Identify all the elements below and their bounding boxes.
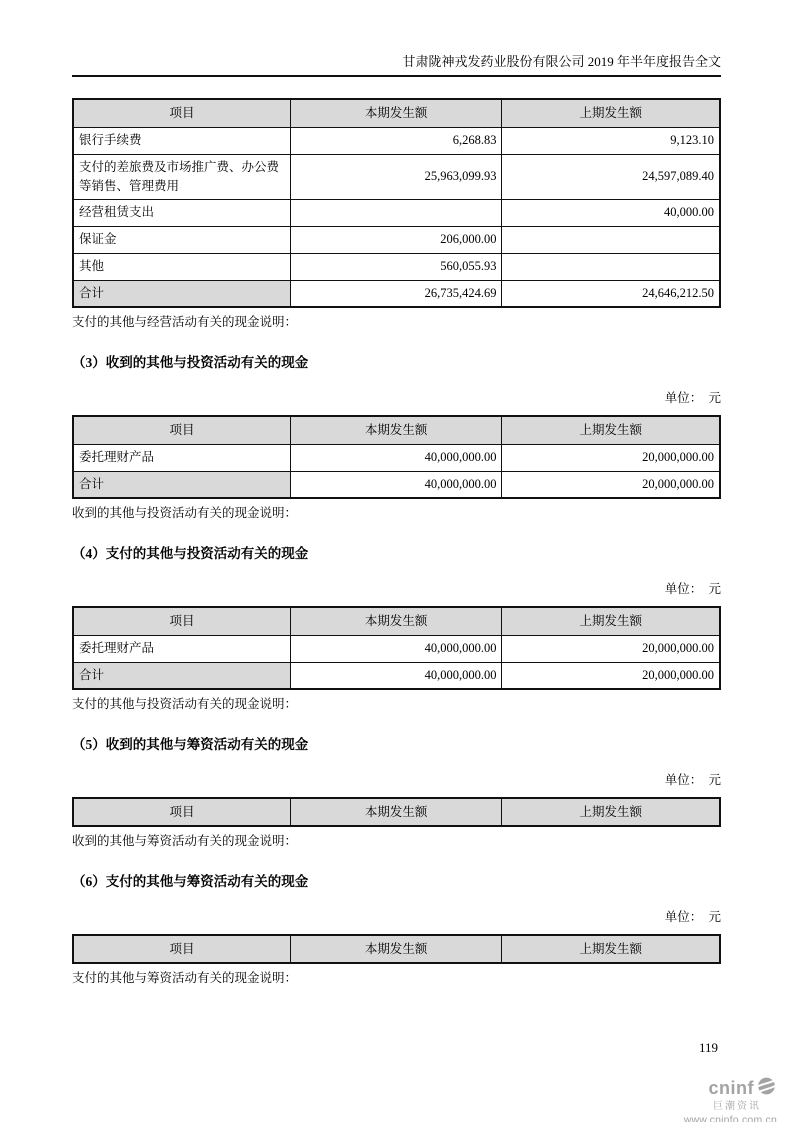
unit-label: 单位： 元 — [664, 582, 721, 596]
unit-label: 单位： 元 — [664, 910, 721, 924]
cell-prior: 24,597,089.40 — [502, 154, 720, 199]
cell-current: 40,000,000.00 — [290, 635, 502, 662]
cell-current-total: 40,000,000.00 — [290, 471, 502, 498]
section-heading-3: （3）收到的其他与投资活动有关的现金 — [72, 355, 309, 370]
cell-prior: 9,123.10 — [502, 127, 720, 154]
table-total-row — [73, 471, 720, 498]
cell-current: 6,268.83 — [290, 127, 502, 154]
table-total-row — [73, 280, 720, 307]
table-header-row — [73, 798, 720, 826]
col-header-item: 项目 — [73, 607, 290, 635]
financing-cash-paid-table — [72, 934, 721, 964]
cell-current: 206,000.00 — [290, 226, 502, 253]
note-financing-cash-received: 收到的其他与筹资活动有关的现金说明： — [72, 834, 298, 848]
cell-prior-total: 24,646,212.50 — [502, 280, 720, 307]
table-row — [73, 444, 720, 471]
cell-item-total: 合计 — [73, 662, 290, 689]
table-header-row — [73, 416, 720, 444]
cell-item: 支付的差旅费及市场推广费、办公费等销售、管理费用 — [73, 154, 290, 199]
col-header-current: 本期发生额 — [290, 99, 502, 127]
cell-item-total: 合计 — [73, 280, 290, 307]
cell-prior: 40,000.00 — [502, 199, 720, 226]
section-heading-5: （5）收到的其他与筹资活动有关的现金 — [72, 737, 309, 752]
col-header-item: 项目 — [73, 99, 290, 127]
note-investing-cash-paid: 支付的其他与投资活动有关的现金说明： — [72, 697, 298, 711]
investing-cash-received-table — [72, 415, 721, 499]
col-header-prior: 上期发生额 — [502, 607, 720, 635]
financing-cash-received-table — [72, 797, 721, 827]
section-heading-4: （4）支付的其他与投资活动有关的现金 — [72, 546, 309, 561]
cell-item: 经营租赁支出 — [73, 199, 290, 226]
cninfo-logo — [637, 1076, 777, 1122]
table-header-row — [73, 607, 720, 635]
table-header-row — [73, 935, 720, 963]
cell-item: 委托理财产品 — [73, 635, 290, 662]
note-investing-cash-received: 收到的其他与投资活动有关的现金说明： — [72, 506, 298, 520]
col-header-prior: 上期发生额 — [502, 798, 720, 826]
col-header-item: 项目 — [73, 935, 290, 963]
cell-prior-total: 20,000,000.00 — [502, 471, 720, 498]
operating-cash-paid-table — [72, 98, 721, 308]
cninfo-swirl-icon — [756, 1076, 777, 1100]
note-operating-cash-paid: 支付的其他与经营活动有关的现金说明： — [72, 315, 298, 329]
col-header-prior: 上期发生额 — [502, 416, 720, 444]
document-header — [72, 0, 721, 77]
col-header-current: 本期发生额 — [290, 935, 502, 963]
page-number: 119 — [698, 1040, 718, 1055]
table-row — [73, 127, 720, 154]
cell-prior-total: 20,000,000.00 — [502, 662, 720, 689]
section-heading-6: （6）支付的其他与筹资活动有关的现金 — [72, 874, 309, 889]
col-header-item: 项目 — [73, 416, 290, 444]
cell-current: 560,055.93 — [290, 253, 502, 280]
table-row — [73, 199, 720, 226]
col-header-prior: 上期发生额 — [502, 935, 720, 963]
cell-current-total: 26,735,424.69 — [290, 280, 502, 307]
cell-prior — [502, 226, 720, 253]
col-header-current: 本期发生额 — [290, 607, 502, 635]
cninfo-logo-url: www.cninfo.com.cn — [683, 1114, 777, 1122]
investing-cash-paid-table — [72, 606, 721, 690]
cninfo-logo-word: cninf — [708, 1078, 754, 1098]
col-header-current: 本期发生额 — [290, 416, 502, 444]
col-header-current: 本期发生额 — [290, 798, 502, 826]
table-row — [73, 154, 720, 199]
cell-item: 银行手续费 — [73, 127, 290, 154]
col-header-prior: 上期发生额 — [502, 99, 720, 127]
cninfo-logo-chinese: 巨潮资讯 — [713, 1101, 761, 1112]
cell-item: 其他 — [73, 253, 290, 280]
cell-item: 保证金 — [73, 226, 290, 253]
table-row — [73, 635, 720, 662]
cell-current: 40,000,000.00 — [290, 444, 502, 471]
table-total-row — [73, 662, 720, 689]
table-row — [73, 226, 720, 253]
cell-prior — [502, 253, 720, 280]
table-header-row — [73, 99, 720, 127]
cell-item: 委托理财产品 — [73, 444, 290, 471]
col-header-item: 项目 — [73, 798, 290, 826]
cell-prior: 20,000,000.00 — [502, 444, 720, 471]
note-financing-cash-paid: 支付的其他与筹资活动有关的现金说明： — [72, 971, 298, 985]
cell-prior: 20,000,000.00 — [502, 635, 720, 662]
cell-current-total: 40,000,000.00 — [290, 662, 502, 689]
unit-label: 单位： 元 — [664, 773, 721, 787]
unit-label: 单位： 元 — [664, 391, 721, 405]
cell-item-total: 合计 — [73, 471, 290, 498]
cell-current: 25,963,099.93 — [290, 154, 502, 199]
document-header-title: 甘肃陇神戎发药业股份有限公司 2019 年半年度报告全文 — [402, 54, 721, 69]
cell-current — [290, 199, 502, 226]
table-row — [73, 253, 720, 280]
